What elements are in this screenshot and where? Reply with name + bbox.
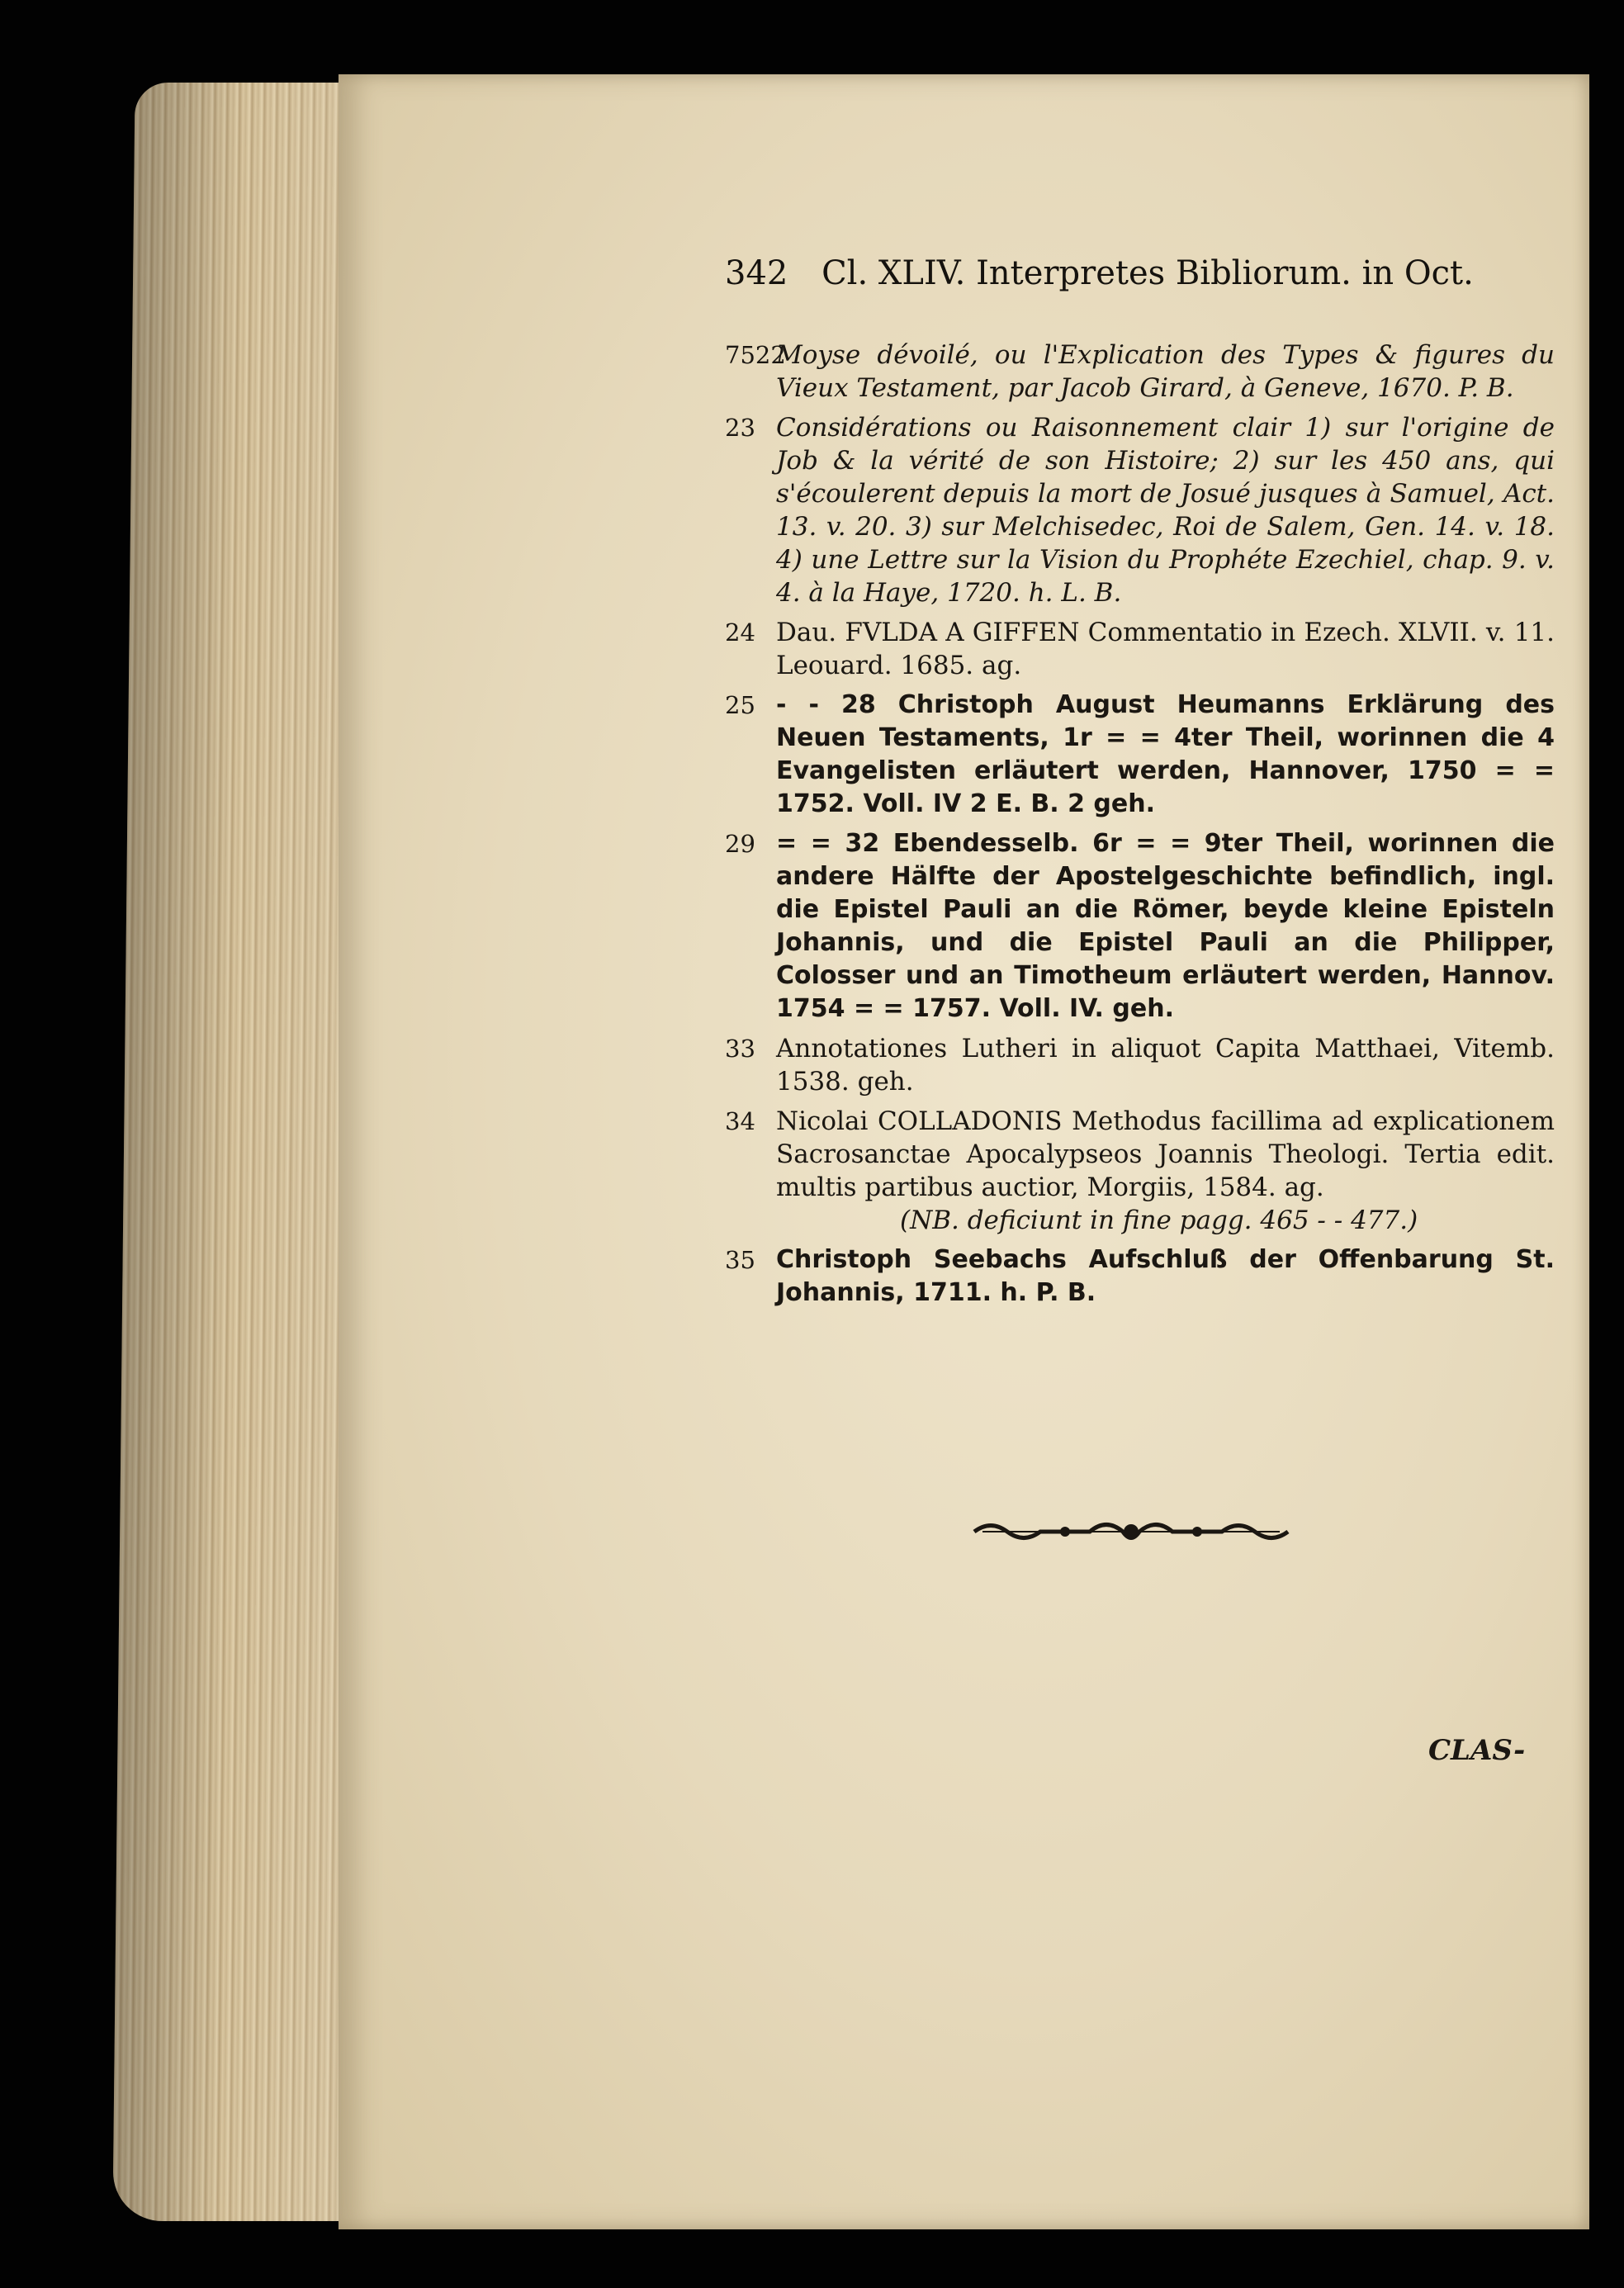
entry-number: 29: [725, 830, 755, 858]
catchword: CLAS-: [1428, 1734, 1526, 1767]
catalogue-entry: [725, 411, 1555, 609]
page-number: 342: [725, 254, 788, 292]
ornament-divider: [966, 1511, 1296, 1552]
running-title: Cl. XLIV. Interpretes Bibliorum. in Oct.: [821, 254, 1474, 292]
catalogue-entries: [725, 339, 1555, 1316]
entry-text: Christoph Seebachs Aufschluß der Offenbarung St. Johannis, 1711. h. P. B.: [776, 1245, 1555, 1307]
entry-text: Moyse dévoilé, ou l'Explication des Types & figures du Vieux Testament, par Jacob Girard, à Geneve, 1670. P. B.: [776, 340, 1555, 403]
catalogue-entry: [725, 339, 1555, 405]
catalogue-entry: [725, 616, 1555, 682]
catalogue-entry: [725, 1105, 1555, 1237]
entry-text: Nicolai COLLADONIS Methodus facillima ad explicationem Sacrosanctae Apocalypseos Joannis Theologi. Tertia edit. multis partibus auctior, Morgiis, 1584. ag.: [776, 1106, 1555, 1202]
entry-text: - - 28 Christoph August Heumanns Erklärung des Neuen Testaments, 1r = = 4ter Theil, worinnen die 4 Evangelisten erläutert werden, Hannover, 1750 = = 1752. Voll. IV 2 E. B. 2 geh.: [776, 690, 1555, 818]
catalogue-entry: [725, 1243, 1555, 1310]
catalogue-entry: [725, 827, 1555, 1026]
entry-text: Annotationes Lutheri in aliquot Capita Matthaei, Vitemb. 1538. geh.: [776, 1034, 1555, 1097]
entry-number: 7522: [725, 341, 786, 369]
entry-text: Considérations ou Raisonnement clair 1) sur l'origine de Job & la vérité de son Histoire; 2) sur les 450 ans, qui s'écoulerent depuis la mort de Josué jusques à Samuel, Act. 13. v. 20. 3) sur Melchisedec, Roi de Salem, Gen. 14. v. 18. 4) une Lettre sur la Vision du Prophéte Ezechiel, chap. 9. v. 4. à la Haye, 1720. h. L. B.: [776, 413, 1555, 608]
running-header: [725, 254, 1474, 292]
entry-number: 35: [725, 1246, 755, 1274]
entry-number: 24: [725, 618, 755, 647]
catalogue-entry: [725, 1032, 1555, 1098]
entry-number: 23: [725, 414, 755, 442]
entry-number: 34: [725, 1107, 755, 1135]
entry-number: 33: [725, 1035, 755, 1063]
catalogue-entry: [725, 689, 1555, 821]
entry-text: Dau. FVLDA A GIFFEN Commentatio in Ezech. XLVII. v. 11. Leouard. 1685. ag.: [776, 618, 1555, 680]
entry-number: 25: [725, 691, 755, 719]
entry-text: = = 32 Ebendesselb. 6r = = 9ter Theil, worinnen die andere Hälfte der Apostelgeschichte befindlich, ingl. die Epistel Pauli an die Römer, beyde kleine Episteln Johannis, und die Epistel Pauli an die Philipper, Colosser und an Timotheum erläutert werden, Hannov. 1754 = = 1757. Voll. IV. geh.: [776, 829, 1555, 1023]
entry-note: (NB. deficiunt in fine pagg. 465 - - 477.): [900, 1206, 1418, 1235]
